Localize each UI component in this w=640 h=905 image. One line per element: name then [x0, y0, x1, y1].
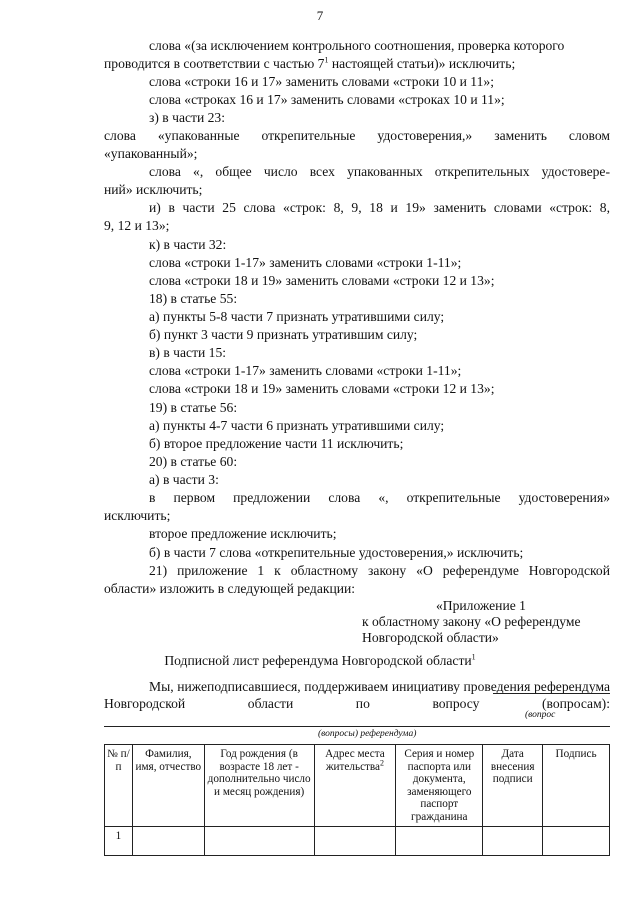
- text-line: б) в части 7 слова «открепительные удостоверения,» исключить;: [149, 545, 524, 560]
- text-line: б) второе предложение части 11 исключить;: [149, 436, 404, 451]
- text-line: второе предложение исключить;: [149, 526, 337, 541]
- text-line: а) в части 3:: [149, 472, 219, 487]
- text-line: 19) в статье 56:: [149, 400, 238, 415]
- text-line: 9, 12 и 13»;: [104, 218, 170, 233]
- text-line: слова «строки 1-17» заменить словами «строки 1-11»;: [149, 255, 462, 270]
- text-line: к) в части 32:: [149, 237, 227, 252]
- col-header-name: Фамилия, имя, отчество: [132, 745, 204, 827]
- table-header-row: [105, 745, 610, 827]
- appendix-line: к областному закону «О референдуме: [362, 614, 581, 629]
- col-header-address: Адрес места жительства$^2$: [314, 745, 396, 827]
- table-cell: [132, 827, 204, 856]
- questions-caption: (вопросы) референдума): [318, 729, 417, 739]
- table-row: [105, 827, 610, 856]
- signature-table: [104, 744, 610, 856]
- table-cell: [483, 827, 543, 856]
- text-line: и) в части 25 слова «строк: 8, 9, 18 и 19» заменить словами «строк: 8,: [149, 200, 610, 215]
- text-line: а) пункты 5-8 части 7 признать утратившими силу;: [149, 309, 445, 324]
- text-line: слова «, общее число всех упакованных открепительных удостовере-: [149, 164, 610, 179]
- col-header-signature: Подпись: [543, 745, 610, 827]
- text-line: слова «(за исключением контрольного соотношения, проверка которого: [149, 38, 565, 53]
- col-header-date: Дата внесения подписи: [483, 745, 543, 827]
- text-line: б) пункт 3 части 9 признать утратившим силу;: [149, 327, 418, 342]
- appendix-heading: [362, 598, 581, 646]
- col-header-birth-year: Год рождения (в возрасте 18 лет - дополнительно число и месяц рождения): [204, 745, 314, 827]
- text-line: слова «упакованные открепительные удостоверения,» заменить словом: [104, 128, 610, 143]
- question-caption: (вопрос: [525, 710, 556, 720]
- text-line: в первом предложении слова «, открепительные удостоверения»: [149, 490, 610, 505]
- table-cell: [314, 827, 396, 856]
- form-title: Подписной лист референдума Новгородской области$^1$: [164, 652, 476, 668]
- text-line: 20) в статье 60:: [149, 454, 238, 469]
- table-cell: [543, 827, 610, 856]
- table-cell: [204, 827, 314, 856]
- text-line: исключить;: [104, 508, 171, 523]
- text-line: слова «строках 16 и 17» заменить словами «строках 10 и 11»;: [149, 92, 505, 107]
- appendix-line: «Приложение 1: [436, 598, 526, 613]
- text-line: слова «строки 18 и 19» заменить словами «строки 12 и 13»;: [149, 273, 495, 288]
- text-line: проводится в соответствии с частью $7^1$ настоящей статьи)» исключить;: [104, 55, 516, 71]
- text-line: ний» исключить;: [104, 182, 203, 197]
- appendix-line: Новгородской области»: [362, 630, 499, 645]
- text-line: слова «строки 16 и 17» заменить словами «строки 10 и 11»;: [149, 74, 494, 89]
- text-line: области» изложить в следующей редакции:: [104, 581, 356, 596]
- text-line: 18) в статье 55:: [149, 291, 238, 306]
- intro-paragraph: Мы, нижеподписавшиеся, поддерживаем инициативу проведения референдума Новгородской области по вопросу (вопросам):: [104, 679, 610, 711]
- text-line: слова «строки 1-17» заменить словами «строки 1-11»;: [149, 363, 462, 378]
- text-line: слова «строки 18 и 19» заменить словами «строки 12 и 13»;: [149, 381, 495, 396]
- table-cell: [396, 827, 483, 856]
- question-fill-line: [493, 693, 610, 694]
- questions-fill-line: [104, 726, 610, 727]
- row-number: 1: [105, 827, 133, 856]
- text-line: «упакованный»;: [104, 146, 198, 161]
- page-number: 7: [316, 8, 324, 23]
- text-line: з) в части 23:: [149, 110, 226, 125]
- text-line: в) в части 15:: [149, 345, 227, 360]
- col-header-passport: Серия и номер паспорта или документа, заменяющего паспорт гражданина: [396, 745, 483, 827]
- text-line: а) пункты 4-7 части 6 признать утратившими силу;: [149, 418, 445, 433]
- col-header-number: № п/п: [105, 745, 133, 827]
- text-line: 21) приложение 1 к областному закону «О референдуме Новгородской: [149, 563, 610, 578]
